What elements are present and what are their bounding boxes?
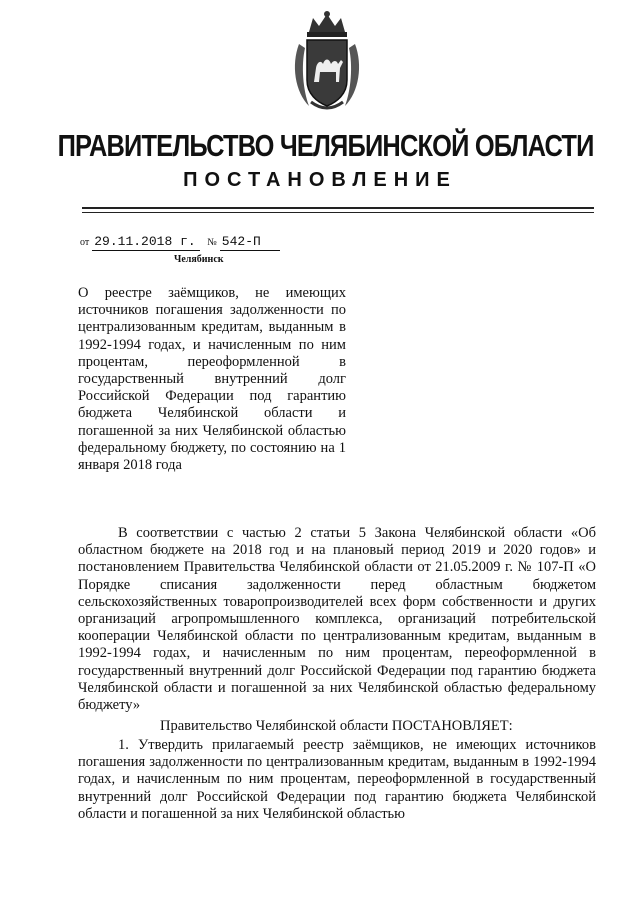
document-type: ПОСТАНОВЛЕНИЕ — [183, 169, 457, 191]
document-subject: О реестре заёмщиков, не имеющих источников погашения задолженности по централизованным кредитам, выданным в 1992-1994 годах, и начисленным по ним процентам, переоформленной в государственный внутренний долг Российской Федерации под гарантию бюджета Челябинской области и погашенной за них Челябинской областью федеральному бюджету, по состоянию на 1 января 2018 года — [78, 285, 346, 474]
coat-of-arms-icon — [289, 10, 365, 114]
document-number: 542-П — [220, 234, 280, 251]
decree-line: Правительство Челябинской области ПОСТАНОВЛЯЕТ: — [160, 718, 513, 734]
header-divider-thin — [82, 212, 594, 213]
item-1-paragraph: 1. Утвердить прилагаемый реестр заёмщиков, не имеющих источников погашения задолженности по централизованным кредитам, выданным в 1992-1994 годах, и начисленным по ним процентам, переоформленной в государственный внутренний долг Российской Федерации под гарантию бюджета Челябинской области и погашенной за них Челябинской областью — [78, 737, 596, 822]
preamble-paragraph: В соответствии с частью 2 статьи 5 Закона Челябинской области «Об областном бюджете на 2018 год и на плановый период 2019 и 2020 годов» и постановлением Правительства Челябинской области от 21.05.2009 г. № 107-П «О Порядке списания задолженности перед областным бюджетом сельскохозяйственных товаропроизводителей всех форм собственности и других организаций агропромышленного комплекса, организаций потребительской кооперации Челябинской области по централизованным кредитам, выданным в 1992-1994 годах, и начисленным по ним процентам, переоформленной в государственный внутренний долг Российской Федерации под гарантию бюджета Челябинской области и погашенной за них Челябинской областью федеральному бюджету» — [78, 525, 596, 714]
header-divider — [82, 207, 594, 209]
document-meta-line — [80, 234, 280, 251]
number-prefix: № — [207, 237, 217, 248]
document-date: 29.11.2018 г. — [92, 234, 200, 251]
date-prefix: от — [80, 237, 90, 248]
document-city: Челябинск — [174, 254, 224, 265]
government-title: ПРАВИТЕЛЬСТВО ЧЕЛЯБИНСКОЙ ОБЛАСТИ — [57, 128, 594, 163]
